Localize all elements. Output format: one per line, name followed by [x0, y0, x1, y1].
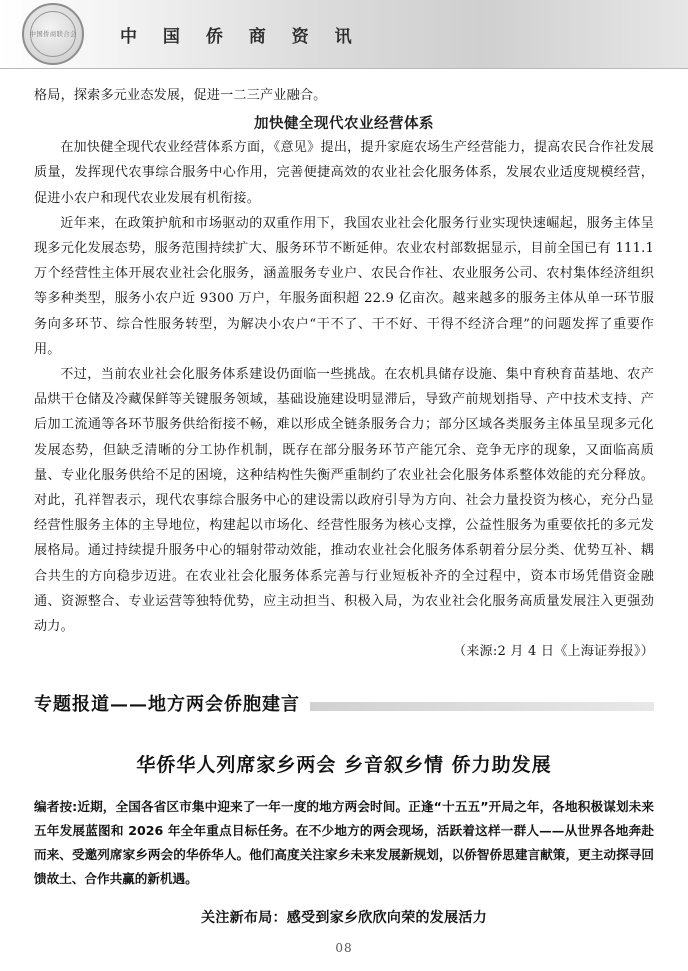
publication-title: 中 国 侨 商 资 讯	[120, 26, 362, 47]
seal-label: 中国侨商联合会	[29, 30, 77, 38]
editor-note	[34, 795, 654, 891]
section-heading: 加快健全现代农业经营体系	[254, 115, 434, 133]
carryover-paragraph: 格局，探索多元业态发展，促进一二三产业融合。	[34, 88, 327, 103]
organization-seal-logo	[22, 3, 84, 65]
article-paragraph: 近年来，在政策护航和市场驱动的双重作用下，我国农业社会化服务行业实现快速崛起，服务主体呈现多元化发展态势，服务范围持续扩大、服务环节不断延伸。农业农村部数据显示，目前全国已有 111.1 万个经营性主体开展农业社会化服务，涵盖服务专业户、农民合作社、农业服务公司、农村集体经济组织等多种类型，服务小农户近 9300 万户，年服务面积超 22.9 亿亩次。越来越多的服务主体从单一环节服务向多环节、综合性服务转型，为解决小农户“干不了、干不好、干得不经济合理”的问题发挥了重要作用。	[34, 215, 654, 357]
editor-note-body: 近期，全国各省区市集中迎来了一年一度的地方两会时间。正逢“十五五”开局之年，各地积极谋划未来五年发展蓝图和 2026 年全年重点目标任务。在不少地方的两会现场，活跃着这样一群人——从世界各地奔赴而来、受邀列席家乡两会的华侨华人。他们高度关注家乡未来发展新规划，以侨智侨思建言献策，更主动探寻回馈故土、合作共赢的新机遇。	[34, 799, 654, 887]
special-report-banner	[34, 690, 654, 724]
page-content	[0, 69, 688, 927]
article-source: （来源:2 月 4 日《上海证券报》）	[452, 644, 654, 660]
special-report-label: 专题报道——地方两会侨胞建言	[34, 690, 310, 716]
article-paragraph: 不过，当前农业社会化服务体系建设仍面临一些挑战。在农机具储存设施、集中育秧育苗基地、农产品烘干仓储及冷藏保鲜等关键服务领域，基础设施建设明显滞后，导致产前规划指导、产中技术支持、产后加工流通等各环节服务供给衔接不畅，难以形成全链条服务合力；部分区域各类服务主体虽呈现多元化发展态势，但缺乏清晰的分工协作机制，既存在部分服务环节产能冗余、竞争无序的现象，又面临高质量、专业化服务供给不足的困境，这种结构性失衡严重制约了农业社会化服务体系整体效能的充分释放。对此，孔祥智表示，现代农事综合服务中心的建设需以政府引导为方向、社会力量投资为核心，充分凸显经营性服务主体的主导地位，构建起以市场化、经营性服务为核心支撑，公益性服务为重要依托的多元发展格局。通过持续提升服务中心的辐射带动效能，推动农业社会化服务体系朝着分层分类、优势互补、耦合共生的方向稳步迈进。在农业社会化服务体系完善与行业短板补齐的全过程中，资本市场凭借资金融通、资源整合、专业运营等独特优势，应主动担当、积极入局，为农业社会化服务高质量发展注入更强劲动力。	[34, 367, 654, 635]
feature-article-title: 华侨华人列席家乡两会 乡音叙乡情 侨力助发展	[136, 754, 552, 777]
feature-subheading: 关注新布局：感受到家乡欣欣向荣的发展活力	[201, 910, 487, 927]
masthead	[0, 0, 688, 69]
article-paragraph: 在加快健全现代农业经营体系方面，《意见》提出，提升家庭农场生产经营能力，提高农民合作社发展质量，发挥现代农事综合服务中心作用，完善便捷高效的农业社会化服务体系，发展农业适度规模经营，促进小农户和现代农业发展有机衔接。	[34, 140, 654, 206]
page-number: 08	[335, 941, 353, 955]
editor-note-lead: 编者按:	[34, 799, 78, 815]
